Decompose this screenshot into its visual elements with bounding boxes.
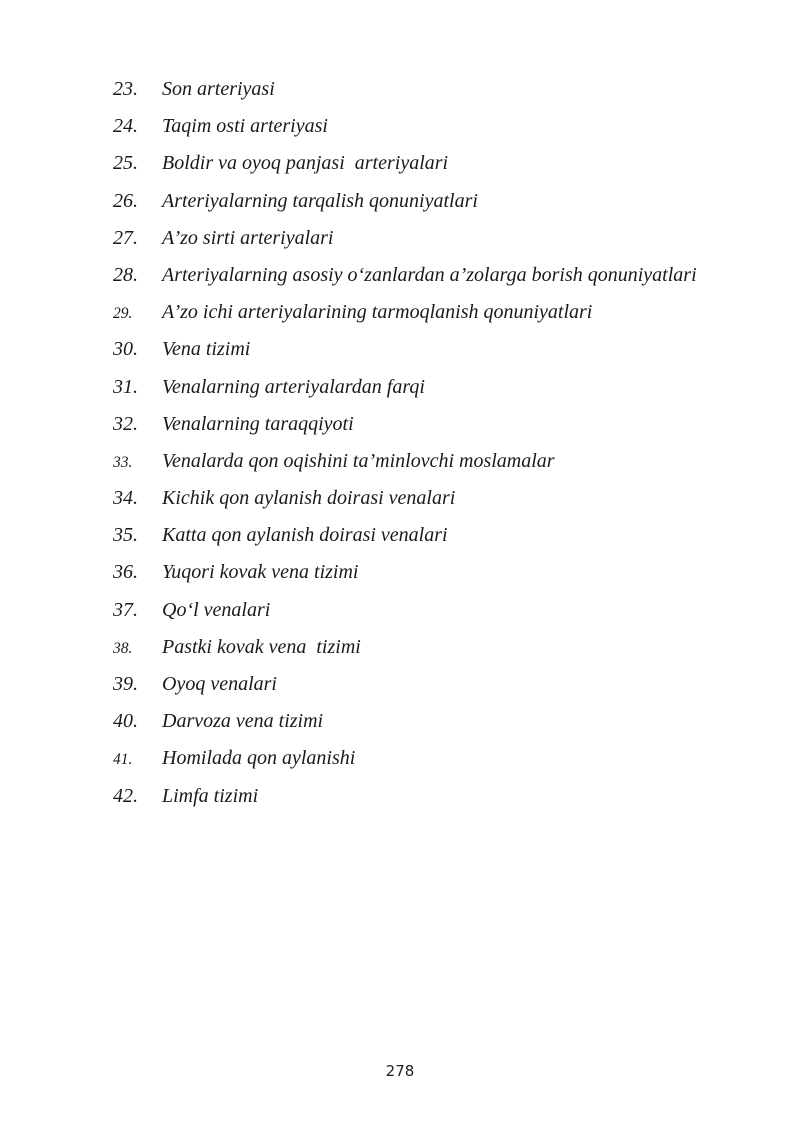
list-item-text: Vena tizimi xyxy=(162,338,251,361)
list-item-text: Pastki kovak vena tizimi xyxy=(162,635,361,658)
list-item xyxy=(0,74,800,111)
list-item-number: 35. xyxy=(113,524,138,547)
list-item xyxy=(0,595,800,632)
list-item-number: 29. xyxy=(113,305,133,323)
list-item xyxy=(0,669,800,706)
list-item xyxy=(0,148,800,185)
list-item-text: Arteriyalarning asosiy o‘zanlardan a’zolarga borish qonuniyatlari xyxy=(162,263,697,286)
list-item xyxy=(0,520,800,557)
list-item-number: 40. xyxy=(113,710,138,733)
list-item-number: 33. xyxy=(113,453,133,471)
list-item-text: Venalarning arteriyalardan farqi xyxy=(162,375,425,398)
list-item xyxy=(0,743,800,780)
list-item xyxy=(0,260,800,297)
list-item-number: 27. xyxy=(113,226,138,249)
list-item-text: Arteriyalarning tarqalish qonuniyatlari xyxy=(162,189,478,212)
list-item-text: A’zo ichi arteriyalarining tarmoqlanish qonuniyatlari xyxy=(162,301,593,324)
list-item-text: Kichik qon aylanish doirasi venalari xyxy=(162,487,456,510)
list-item xyxy=(0,781,800,818)
list-item-number: 30. xyxy=(113,338,138,361)
list-item-text: Limfa tizimi xyxy=(162,784,259,807)
list-item-number: 31. xyxy=(113,375,138,398)
list-item-text: Oyoq venalari xyxy=(162,673,277,695)
list-item-text: Boldir va oyoq panjasi arteriyalari xyxy=(162,152,449,175)
list-item xyxy=(0,557,800,594)
page-number: 278 xyxy=(385,1062,415,1080)
list-item-text: Yuqori kovak vena tizimi xyxy=(162,561,359,584)
list-item-number: 38. xyxy=(113,639,133,657)
list-item-text: Son arteriyasi xyxy=(162,78,275,100)
list-item xyxy=(0,706,800,743)
list-item xyxy=(0,111,800,148)
list-item xyxy=(0,372,800,409)
list-item xyxy=(0,186,800,223)
list-item-text: Venalarning taraqqiyoti xyxy=(162,412,354,435)
list-item xyxy=(0,409,800,446)
list-item-number: 23. xyxy=(113,78,138,100)
list-item xyxy=(0,223,800,260)
list-item-number: 34. xyxy=(113,487,138,510)
list-item-number: 42. xyxy=(113,784,138,807)
list-item-number: 39. xyxy=(113,673,138,695)
list-item-number: 37. xyxy=(113,598,138,621)
list-item xyxy=(0,334,800,371)
list-item xyxy=(0,632,800,669)
list-item-number: 28. xyxy=(113,263,138,286)
list-item-text: Katta qon aylanish doirasi venalari xyxy=(162,524,448,547)
list-item-text: Homilada qon aylanishi xyxy=(162,747,356,770)
list-item-number: 26. xyxy=(113,189,138,212)
list-item xyxy=(0,297,800,334)
list-item-number: 32. xyxy=(113,412,138,435)
question-list xyxy=(0,74,800,818)
list-item-number: 36. xyxy=(113,561,138,584)
list-item-text: Venalarda qon oqishini ta’minlovchi moslamalar xyxy=(162,449,555,472)
list-item-text: Taqim osti arteriyasi xyxy=(162,115,328,138)
list-item-text: Qo‘l venalari xyxy=(162,598,271,621)
list-item xyxy=(0,446,800,483)
list-item-text: Darvoza vena tizimi xyxy=(162,710,324,733)
list-item-number: 24. xyxy=(113,115,138,138)
list-item-text: A’zo sirti arteriyalari xyxy=(162,226,334,249)
list-item-number: 25. xyxy=(113,152,138,175)
list-item xyxy=(0,483,800,520)
list-item-number: 41. xyxy=(113,751,133,769)
